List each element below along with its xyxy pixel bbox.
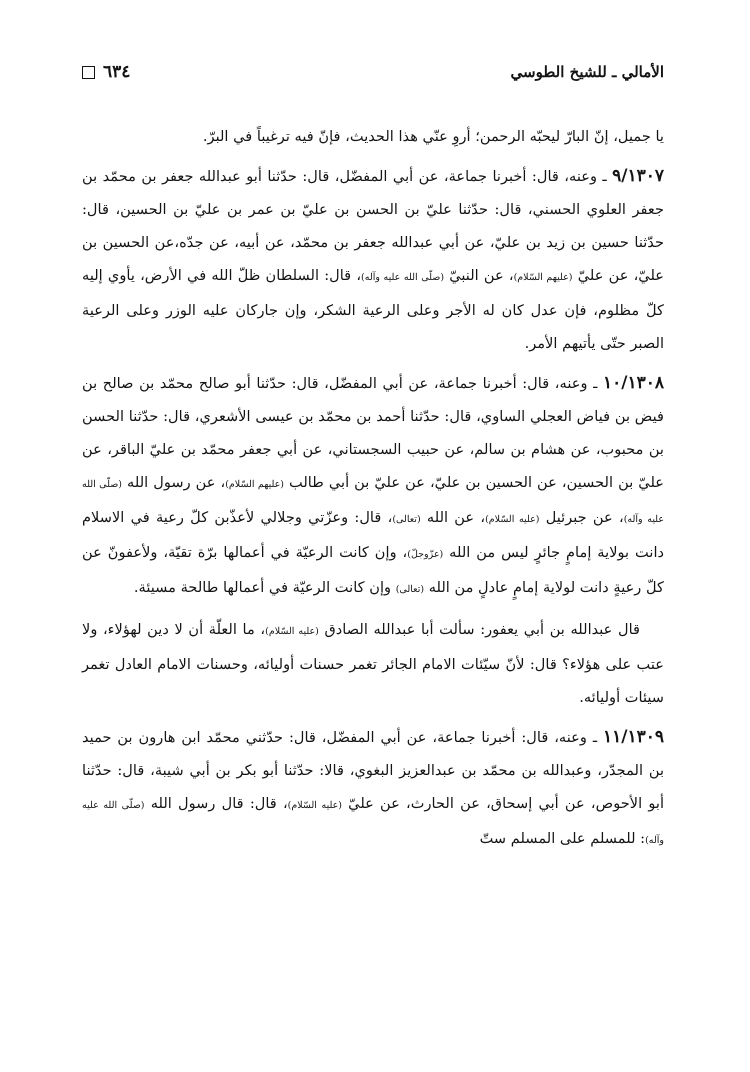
- hadith-number: ٩/١٣٠٧: [612, 166, 664, 186]
- text-run: ، قال: السلطان ظلّ الله في الأرض، يأوي إليه كلّ مظلوم، فإن عدل كان له الأجر وعلى الرعية الشكر، وإن جاركان عليه الوزر وعلى الرعية الصبر حتّى يأتيهم الأمر.: [82, 267, 664, 352]
- paragraph-p3: [82, 613, 664, 714]
- text-run: ، عن الله: [420, 509, 486, 526]
- text-run: وإن كانت الرعيّة في أعمالها طالحة مسيئة.: [133, 579, 396, 596]
- text-run: ـ وعنه، قال: أخبرنا جماعة، عن أبي المفضّل، قال: حدّثنا أبو صالح محمّد بن صالح بن فيض بن فياض العجلي الساوي، قال: حدّثنا أحمد بن محمّد بن عيسى الأشعري، قال: حدّثنا الحسن بن محبوب، عن هشام بن سالم، عن حبيب السجستاني، عن أبي جعفر محمّد بن عليّ الباقر، عن عليّ بن الحسين، عن الحسين بن عليّ، عن عليّ بن أبي طالب: [82, 375, 664, 491]
- text-run: ، ما العلّة أن لا دين لهؤلاء، ولا عتب على هؤلاء؟ قال: لأنّ سيّئات الامام الجائر تغمر حسنات أوليائه، وحسنات الامام العادل تغمر سيئات أوليائه.: [82, 621, 664, 706]
- text-run: ، وإن كانت الرعيّة في أعمالها برّة تقيّة، ولأعفونّ عن كلّ رعيةٍ دانت لولاية إمامٍ عادلٍ من الله: [82, 544, 664, 596]
- hadith-number: ١١/١٣٠٩: [603, 727, 664, 747]
- paragraph-p1: [82, 160, 664, 360]
- honorific: (صلّى الله عليه وآله): [361, 272, 445, 283]
- text-run: ، قال: وعزّتي وجلالي لأعذّبن كلّ رعية في الاسلام دانت بولاية إمامٍ جائرٍ ليس من الله: [82, 509, 664, 561]
- paragraph-p2: [82, 367, 664, 606]
- honorific: (عليهم السّلام): [225, 479, 284, 490]
- book-title: الأمالي ـ للشيخ الطوسي: [510, 63, 664, 81]
- honorific: (عليه السّلام): [485, 514, 540, 525]
- text-run: ، عن جبرئيل: [539, 509, 624, 526]
- text-run: قال عبدالله بن أبي يعفور: سألت أبا عبدالله الصادق: [318, 621, 641, 638]
- honorific: (صلّى الله عليه وآله): [82, 800, 664, 846]
- text-run: ، عن رسول الله: [122, 474, 226, 491]
- page-body: [82, 120, 664, 857]
- text-run: ـ وعنه، قال: أخبرنا جماعة، عن أبي المفضّل، قال: حدّثنا أبو عبدالله جعفر بن محمّد بن جعفر العلوي الحسني، قال: حدّثنا عليّ بن الحسن بن عليّ بن عمر بن عليّ بن الحسين، قال: حدّثنا حسين بن زيد بن عليّ، عن أبي عبدالله جعفر بن محمّد، عن أبيه، عن جدّه،عن الحسين بن عليّ، عن عليّ: [82, 168, 664, 284]
- text-run: ، عن النبيّ: [444, 267, 514, 284]
- text-run: : للمسلم على المسلم ستّ: [479, 830, 646, 847]
- honorific: (تعالى): [395, 584, 425, 595]
- honorific: (عليه السّلام): [265, 626, 319, 637]
- square-icon: [82, 66, 95, 79]
- text-run: ، قال: قال رسول الله: [144, 795, 288, 812]
- page-number-text: ٦٣٤: [103, 62, 131, 82]
- running-header: [82, 58, 664, 86]
- page-number: [82, 62, 130, 82]
- honorific: (عليه السّلام): [287, 800, 342, 811]
- hadith-number: ١٠/١٣٠٨: [603, 373, 664, 393]
- paragraph-p4: [82, 721, 664, 857]
- honorific: (عزّوجلّ): [407, 549, 444, 560]
- paragraph-p0: [82, 120, 664, 153]
- honorific: (عليهم السّلام): [513, 272, 573, 283]
- text-run: ـ وعنه، قال: أخبرنا جماعة، عن أبي المفضّل، قال: حدّثني محمّد ابن هارون بن حميد بن المجدّر، وعبدالله بن محمّد بن عبدالعزيز البغوي، قالا: حدّثنا أبو بكر بن أبي شيبة، قال: حدّثنا أبو الأحوص، عن أبي إسحاق، عن الحارث، عن عليّ: [82, 729, 665, 812]
- honorific: (صلّى الله عليه وآله): [82, 479, 664, 525]
- honorific: (تعالى): [392, 514, 421, 525]
- text-run: يا جميل، إنّ البارّ ليحبّه الرحمن؛ أروِ عنّي هذا الحديث، فإنّ فيه ترغيباً في البرّ.: [202, 128, 664, 145]
